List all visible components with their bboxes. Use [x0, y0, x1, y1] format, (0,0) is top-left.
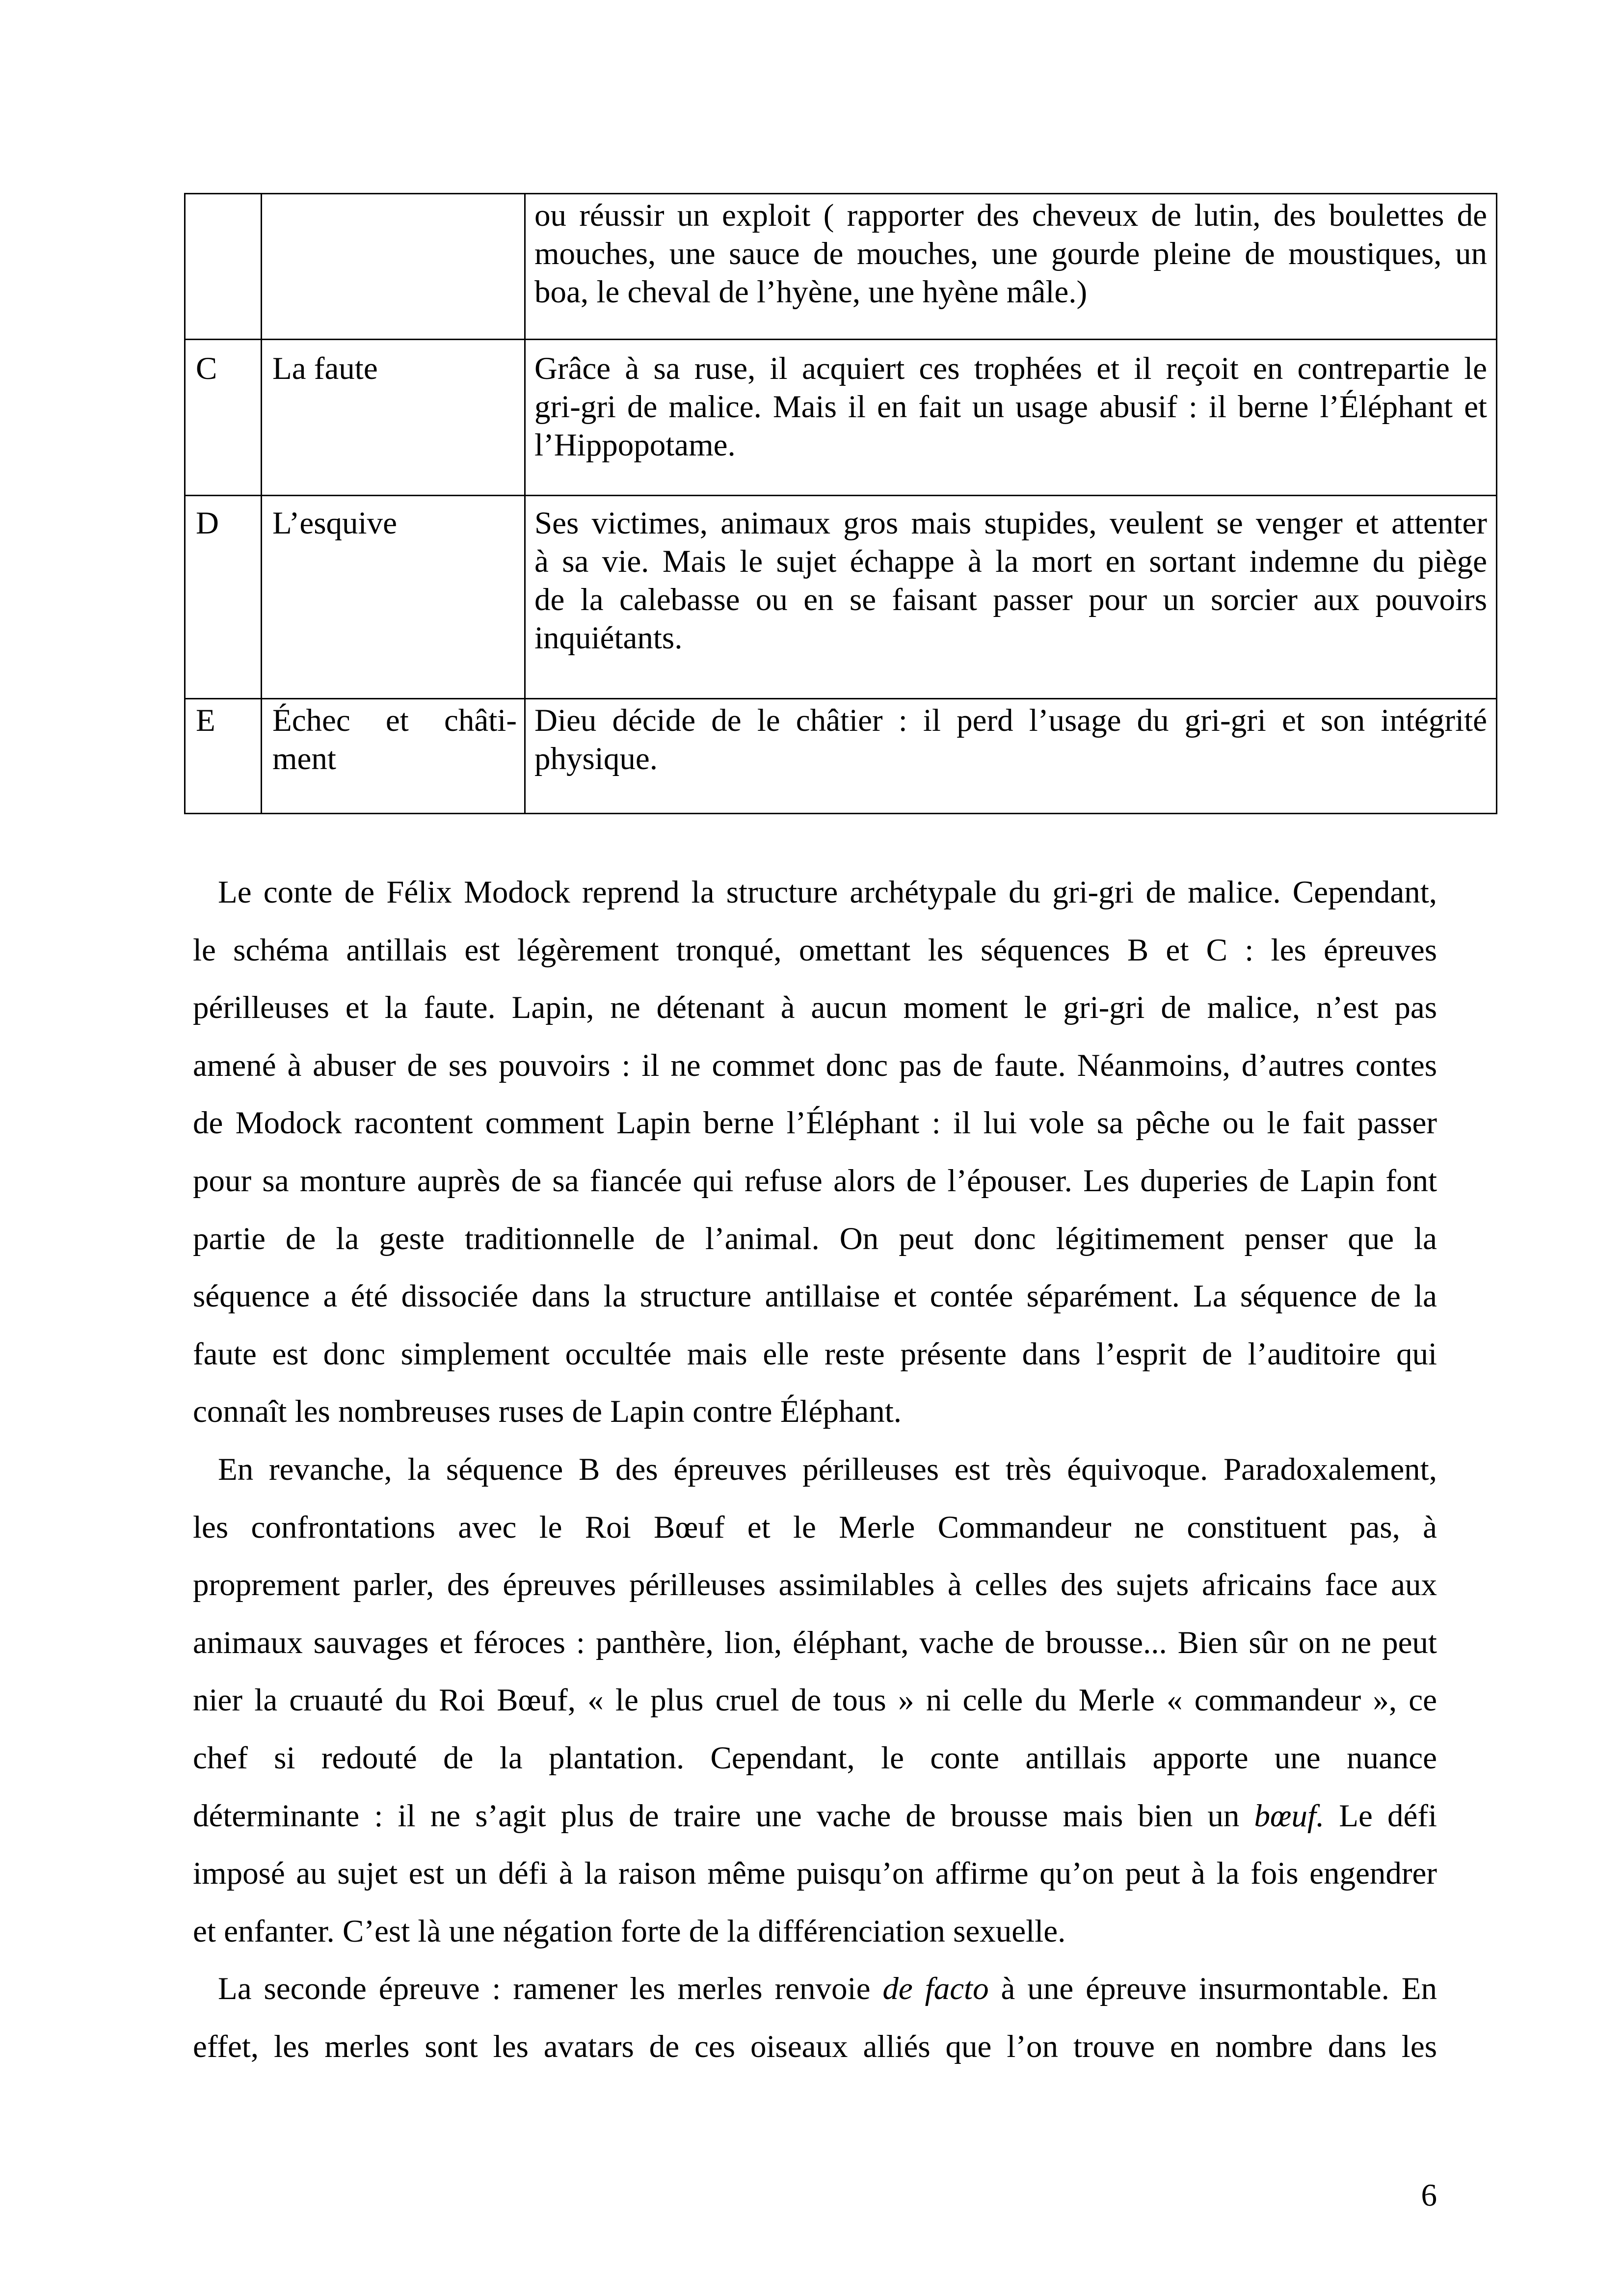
description-line: ou réussir un exploit ( rapporter des cheveux de lutin, des boulettes de — [534, 198, 1487, 233]
text-segment: Le défi — [1324, 1798, 1437, 1834]
paragraph — [193, 1960, 1437, 2076]
text-line: séquence a été dissociée dans la structure antillaise et contée séparément. La séquence de la — [193, 1279, 1437, 1314]
sequence-description-cell — [526, 699, 1497, 814]
description-line: Grâce à sa ruse, il acquiert ces trophées et il reçoit en contrepartie le — [534, 351, 1487, 386]
page-number: 6 — [1421, 2178, 1437, 2213]
description-line: l’Hippopotame. — [534, 427, 736, 463]
text-line: imposé au sujet est un défi à la raison même puisqu’on affirme qu’on peut à la fois engendrer — [193, 1856, 1437, 1892]
text-line: de Modock racontent comment Lapin berne l’Éléphant : il lui vole sa pêche ou le fait passer — [193, 1105, 1437, 1141]
text-line — [193, 1788, 1437, 1845]
sequence-description-cell — [526, 194, 1497, 340]
text-line: pour sa monture auprès de sa fiancée qui refuse alors de l’épouser. Les duperies de Lapin font — [193, 1163, 1437, 1199]
text-line: périlleuses et la faute. Lapin, ne détenant à aucun moment le gri-gri de malice, n’est pas — [193, 990, 1437, 1026]
description-line: boa, le cheval de l’hyène, une hyène mâle.) — [534, 274, 1088, 310]
italic-term: de facto — [882, 1971, 989, 2007]
sequence-letter: C — [196, 351, 217, 386]
sequence-table — [184, 193, 1497, 814]
text-segment: déterminante : il ne s’agit plus de traire une vache de brousse mais bien un — [193, 1798, 1254, 1834]
description-line: inquiétants. — [534, 620, 683, 656]
text-line: faute est donc simplement occultée mais elle reste présente dans l’esprit de l’auditoire qui — [193, 1336, 1437, 1372]
description-line: à sa vie. Mais le sujet échappe à la mort en sortant indemne du piège — [534, 544, 1487, 579]
sequence-letter: E — [196, 703, 215, 738]
table-row — [186, 340, 1497, 496]
body-text — [193, 864, 1437, 2076]
text-line: proprement parler, des épreuves périlleuses assimilables à celles des sujets africains face aux — [193, 1567, 1437, 1603]
text-line: partie de la geste traditionnelle de l’animal. On peut donc légitimement penser que la — [193, 1221, 1437, 1256]
text-line: Le conte de Félix Modock reprend la structure archétypale du gri-gri de malice. Cependant, — [218, 875, 1437, 910]
sequence-label: ment — [272, 741, 336, 776]
text-line: animaux sauvages et féroces : panthère, lion, éléphant, vache de brousse... Bien sûr on ne peut — [193, 1625, 1437, 1660]
sequence-letter: D — [196, 506, 219, 541]
italic-term: bœuf. — [1254, 1798, 1325, 1834]
sequence-label-cell — [262, 194, 526, 340]
sequence-letter — [196, 196, 258, 235]
text-line: nier la cruauté du Roi Bœuf, « le plus cruel de tous » ni celle du Merle « commandeur », ce — [193, 1682, 1437, 1718]
text-line: chef si redouté de la plantation. Cependant, le conte antillais apporte une nuance — [193, 1740, 1437, 1776]
paragraph — [193, 864, 1437, 1441]
description-line: physique. — [534, 741, 658, 776]
text-line: les confrontations avec le Roi Bœuf et le Merle Commandeur ne constituent pas, à — [193, 1509, 1437, 1545]
sequence-label: L’esquive — [272, 506, 397, 541]
text-line: En revanche, la séquence B des épreuves périlleuses est très équivoque. Paradoxalement, — [218, 1451, 1437, 1487]
text-segment: à une épreuve insurmontable. En — [988, 1971, 1437, 2007]
table-row — [186, 194, 1497, 340]
description-line: Dieu décide de le châtier : il perd l’usage du gri-gri et son intégrité — [534, 703, 1487, 738]
sequence-label-cell — [262, 496, 526, 699]
text-line — [193, 1960, 1437, 2018]
description-line: Ses victimes, animaux gros mais stupides, veulent se venger et attenter — [534, 506, 1487, 541]
sequence-description-cell — [526, 340, 1497, 496]
sequence-description-cell — [526, 496, 1497, 699]
sequence-label-cell — [262, 699, 526, 814]
text-segment: La seconde épreuve : ramener les merles renvoie — [218, 1971, 883, 2007]
sequence-label: Échec et châti- — [272, 703, 517, 738]
sequence-label: La faute — [272, 351, 378, 386]
text-line: connaît les nombreuses ruses de Lapin contre Éléphant. — [193, 1394, 902, 1430]
table-row — [186, 699, 1497, 814]
table-row — [186, 496, 1497, 699]
sequence-label-cell — [262, 340, 526, 496]
text-line: effet, les merles sont les avatars de ces oiseaux alliés que l’on trouve en nombre dans les — [193, 2029, 1437, 2064]
sequence-letter-cell — [186, 496, 262, 699]
sequence-letter-cell — [186, 699, 262, 814]
text-line: le schéma antillais est légèrement tronqué, omettant les séquences B et C : les épreuves — [193, 932, 1437, 968]
sequence-letter-cell — [186, 340, 262, 496]
paragraph — [193, 1441, 1437, 1960]
description-line: de la calebasse ou en se faisant passer pour un sorcier aux pouvoirs — [534, 582, 1487, 617]
sequence-letter-cell — [186, 194, 262, 340]
text-line: et enfanter. C’est là une négation forte de la différenciation sexuelle. — [193, 1913, 1066, 1949]
description-line: gri-gri de malice. Mais il en fait un usage abusif : il berne l’Éléphant et — [534, 389, 1487, 425]
description-line: mouches, une sauce de mouches, une gourde pleine de moustiques, un — [534, 236, 1487, 271]
text-line: amené à abuser de ses pouvoirs : il ne commet donc pas de faute. Néanmoins, d’autres contes — [193, 1047, 1437, 1083]
